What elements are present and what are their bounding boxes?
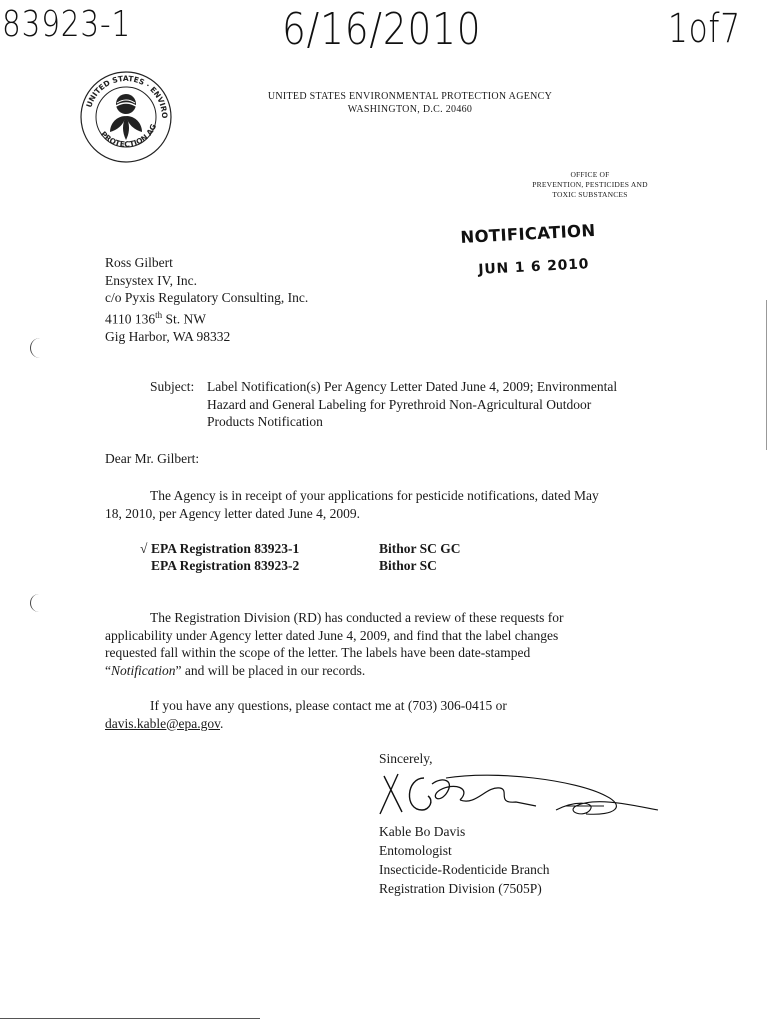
quote-open: “ [105,662,111,678]
recipient-street [105,307,435,328]
handwritten-page-count: 1of7 [668,6,741,52]
paragraph-contact-line-1: If you have any questions, please contact me at (703) 306-0415 or [150,698,507,713]
registration-product: Bithor SC [379,558,437,573]
signer-title: Entomologist [379,843,452,858]
registration-row [151,557,551,575]
subject-line-2: Hazard and General Labeling for Pyrethroid Non-Agricultural Outdoor [207,396,592,412]
registration-product: Bithor SC GC [379,541,461,556]
epa-seal-logo [76,70,176,164]
paragraph-receipt [105,487,685,522]
recipient-street-number: 4110 136 [105,311,156,326]
registration-number: EPA Registration 83923-2 [151,558,300,573]
margin-mark-1 [30,338,43,358]
handwritten-date: 6/16/2010 [282,4,482,55]
agency-name: UNITED STATES ENVIRONMENTAL PROTECTION AGENCY [267,91,553,102]
paragraph-contact [105,697,665,732]
checkmark: √ [140,541,148,556]
closing: Sincerely, [379,751,433,766]
paragraph-review-line-1: The Registration Division (RD) has conducted a review of these requests for [150,610,564,625]
svg-text:UNITED STATES · ENVIRONMENTAL: UNITED STATES · ENVIRO [84,73,170,119]
recipient-street-suffix: th [155,309,163,320]
subject-label: Subject: [150,379,195,394]
notification-italic: Notification [111,662,176,678]
subject-line-3: Products Notification [207,414,323,429]
paragraph-review-line-3: requested fall within the scope of the letter. The labels have been date-stamped [105,645,531,660]
paragraph-receipt-line-1: The Agency is in receipt of your applications for pesticide notifications, dated May [150,488,599,503]
signer-division: Registration Division (7505P) [379,881,542,896]
contact-email-period: . [220,715,224,731]
signer-branch: Insecticide-Rodenticide Branch [379,862,550,877]
office-line-2: PREVENTION, PESTICIDES AND [532,180,648,189]
subject-line-1: Label Notification(s) Per Agency Letter Dated June 4, 2009; Environmental [207,379,618,394]
scan-edge-line [0,1018,260,1019]
paragraph-receipt-line-2: 18, 2010, per Agency letter dated June 4, 2009. [105,505,360,521]
scan-edge-line [766,300,767,450]
recipient-company: Ensystex IV, Inc. [105,272,197,288]
subject-text [207,378,687,431]
recipient-street-rest: St. NW [162,311,207,326]
paragraph-contact-line-2 [105,715,665,733]
paragraph-review-line-2: applicability under Agency letter dated June 4, 2009, and find that the label changes [105,627,559,643]
office-line-1: OFFICE OF [570,170,610,179]
svg-text:PROTECTION AGENCY: PROTECTION AG [98,122,159,149]
agency-city: WASHINGTON, D.C. 20460 [347,104,473,115]
paragraph-review-line-4-rest: ” and will be placed in our records. [175,662,366,678]
recipient-name: Ross Gilbert [105,255,173,270]
registration-number: EPA Registration 83923-1 [151,541,300,556]
office-line-3: TOXIC SUBSTANCES [552,190,628,199]
signature-block [379,822,679,898]
paragraph-review-line-4 [105,662,695,680]
signature-image [376,766,661,822]
margin-mark-2 [30,594,43,612]
paragraph-review [105,609,695,679]
salutation: Dear Mr. Gilbert: [105,451,200,466]
notification-stamp-date: JUN 1 6 2010 [478,256,590,278]
registration-row [140,540,540,558]
handwritten-file-number: 83923-1 [2,4,132,45]
recipient-city: Gig Harbor, WA 98332 [105,328,231,344]
contact-email-link[interactable]: davis.kable@epa.gov [105,715,221,731]
recipient-care-of: c/o Pyxis Regulatory Consulting, Inc. [105,290,309,305]
signer-name: Kable Bo Davis [379,824,466,839]
notification-stamp-label: NOTIFICATION [460,220,596,247]
recipient-address [105,254,435,345]
